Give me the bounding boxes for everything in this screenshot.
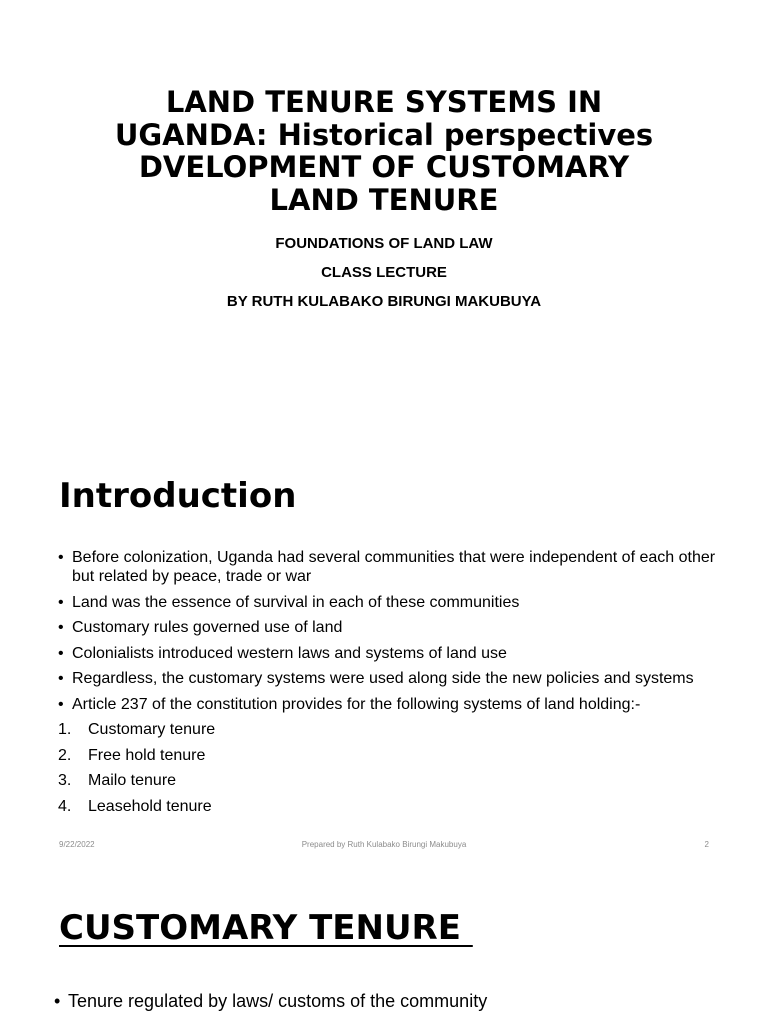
list-item-text: Before colonization, Uganda had several communities that were independent of each other but related by peace, trade or war bbox=[72, 549, 716, 585]
bullet-marker: • bbox=[58, 644, 64, 662]
list-item-text: Tenure regulated by laws/ customs of the community bbox=[68, 991, 488, 1011]
introduction-slide bbox=[0, 440, 768, 860]
numbered-item-text: Leasehold tenure bbox=[88, 797, 212, 815]
list-item bbox=[58, 695, 718, 714]
customary-tenure-slide bbox=[0, 860, 768, 1024]
numbered-item bbox=[58, 746, 718, 765]
list-item bbox=[54, 990, 734, 1012]
list-item bbox=[58, 548, 718, 586]
item-number: 3. bbox=[58, 772, 72, 789]
bullet-marker: • bbox=[58, 670, 64, 687]
numbered-item bbox=[58, 720, 718, 739]
list-item bbox=[58, 669, 718, 688]
footer-author: Prepared by Ruth Kulabako Birungi Makubuya bbox=[301, 840, 467, 849]
list-item bbox=[58, 593, 718, 612]
list-item-text: Customary rules governed use of land bbox=[72, 619, 343, 636]
slide-subtitle bbox=[60, 229, 708, 316]
numbered-item bbox=[58, 771, 718, 790]
list-item-text: Article 237 of the constitution provides for the following systems of land holding:- bbox=[72, 695, 641, 713]
title-line: DVELOPMENT OF CUSTOMARY bbox=[138, 150, 630, 184]
numbered-item bbox=[58, 797, 718, 816]
item-number: 1. bbox=[58, 721, 72, 738]
list-item-text: Regardless, the customary systems were used along side the new policies and systems bbox=[72, 670, 694, 687]
title-line: UGANDA: Historical perspectives bbox=[114, 117, 654, 152]
title-line: LAND TENURE bbox=[269, 182, 499, 217]
list-item bbox=[58, 644, 718, 663]
numbered-item-text: Free hold tenure bbox=[88, 746, 206, 764]
bullet-marker: • bbox=[54, 991, 61, 1011]
bullet-marker: • bbox=[58, 593, 64, 611]
item-number: 4. bbox=[58, 797, 72, 815]
subtitle-line: CLASS LECTURE bbox=[321, 264, 447, 281]
slide-title bbox=[60, 86, 708, 216]
slide-heading: Introduction bbox=[59, 476, 297, 516]
subtitle-line: FOUNDATIONS OF LAND LAW bbox=[275, 235, 493, 252]
title-line: LAND TENURE SYSTEMS IN bbox=[165, 85, 603, 119]
item-number: 2. bbox=[58, 746, 72, 764]
bullet-list bbox=[58, 548, 718, 822]
numbered-item-text: Customary tenure bbox=[88, 721, 216, 738]
list-item-text: Land was the essence of survival in each of these communities bbox=[72, 593, 520, 611]
subtitle-line: BY RUTH KULABAKO BIRUNGI MAKUBUYA bbox=[226, 293, 542, 310]
footer-date: 9/22/2022 bbox=[59, 840, 95, 849]
bullet-marker: • bbox=[58, 619, 64, 636]
numbered-item-text: Mailo tenure bbox=[88, 772, 177, 789]
bullet-list bbox=[54, 990, 734, 1016]
list-item-text: Colonialists introduced western laws and systems of land use bbox=[72, 644, 507, 662]
bullet-marker: • bbox=[58, 695, 64, 713]
slide-heading: CUSTOMARY TENURE bbox=[59, 908, 473, 948]
bullet-marker: • bbox=[58, 549, 64, 566]
list-item bbox=[58, 618, 718, 637]
page-number: 2 bbox=[704, 840, 709, 849]
title-slide bbox=[0, 0, 768, 440]
